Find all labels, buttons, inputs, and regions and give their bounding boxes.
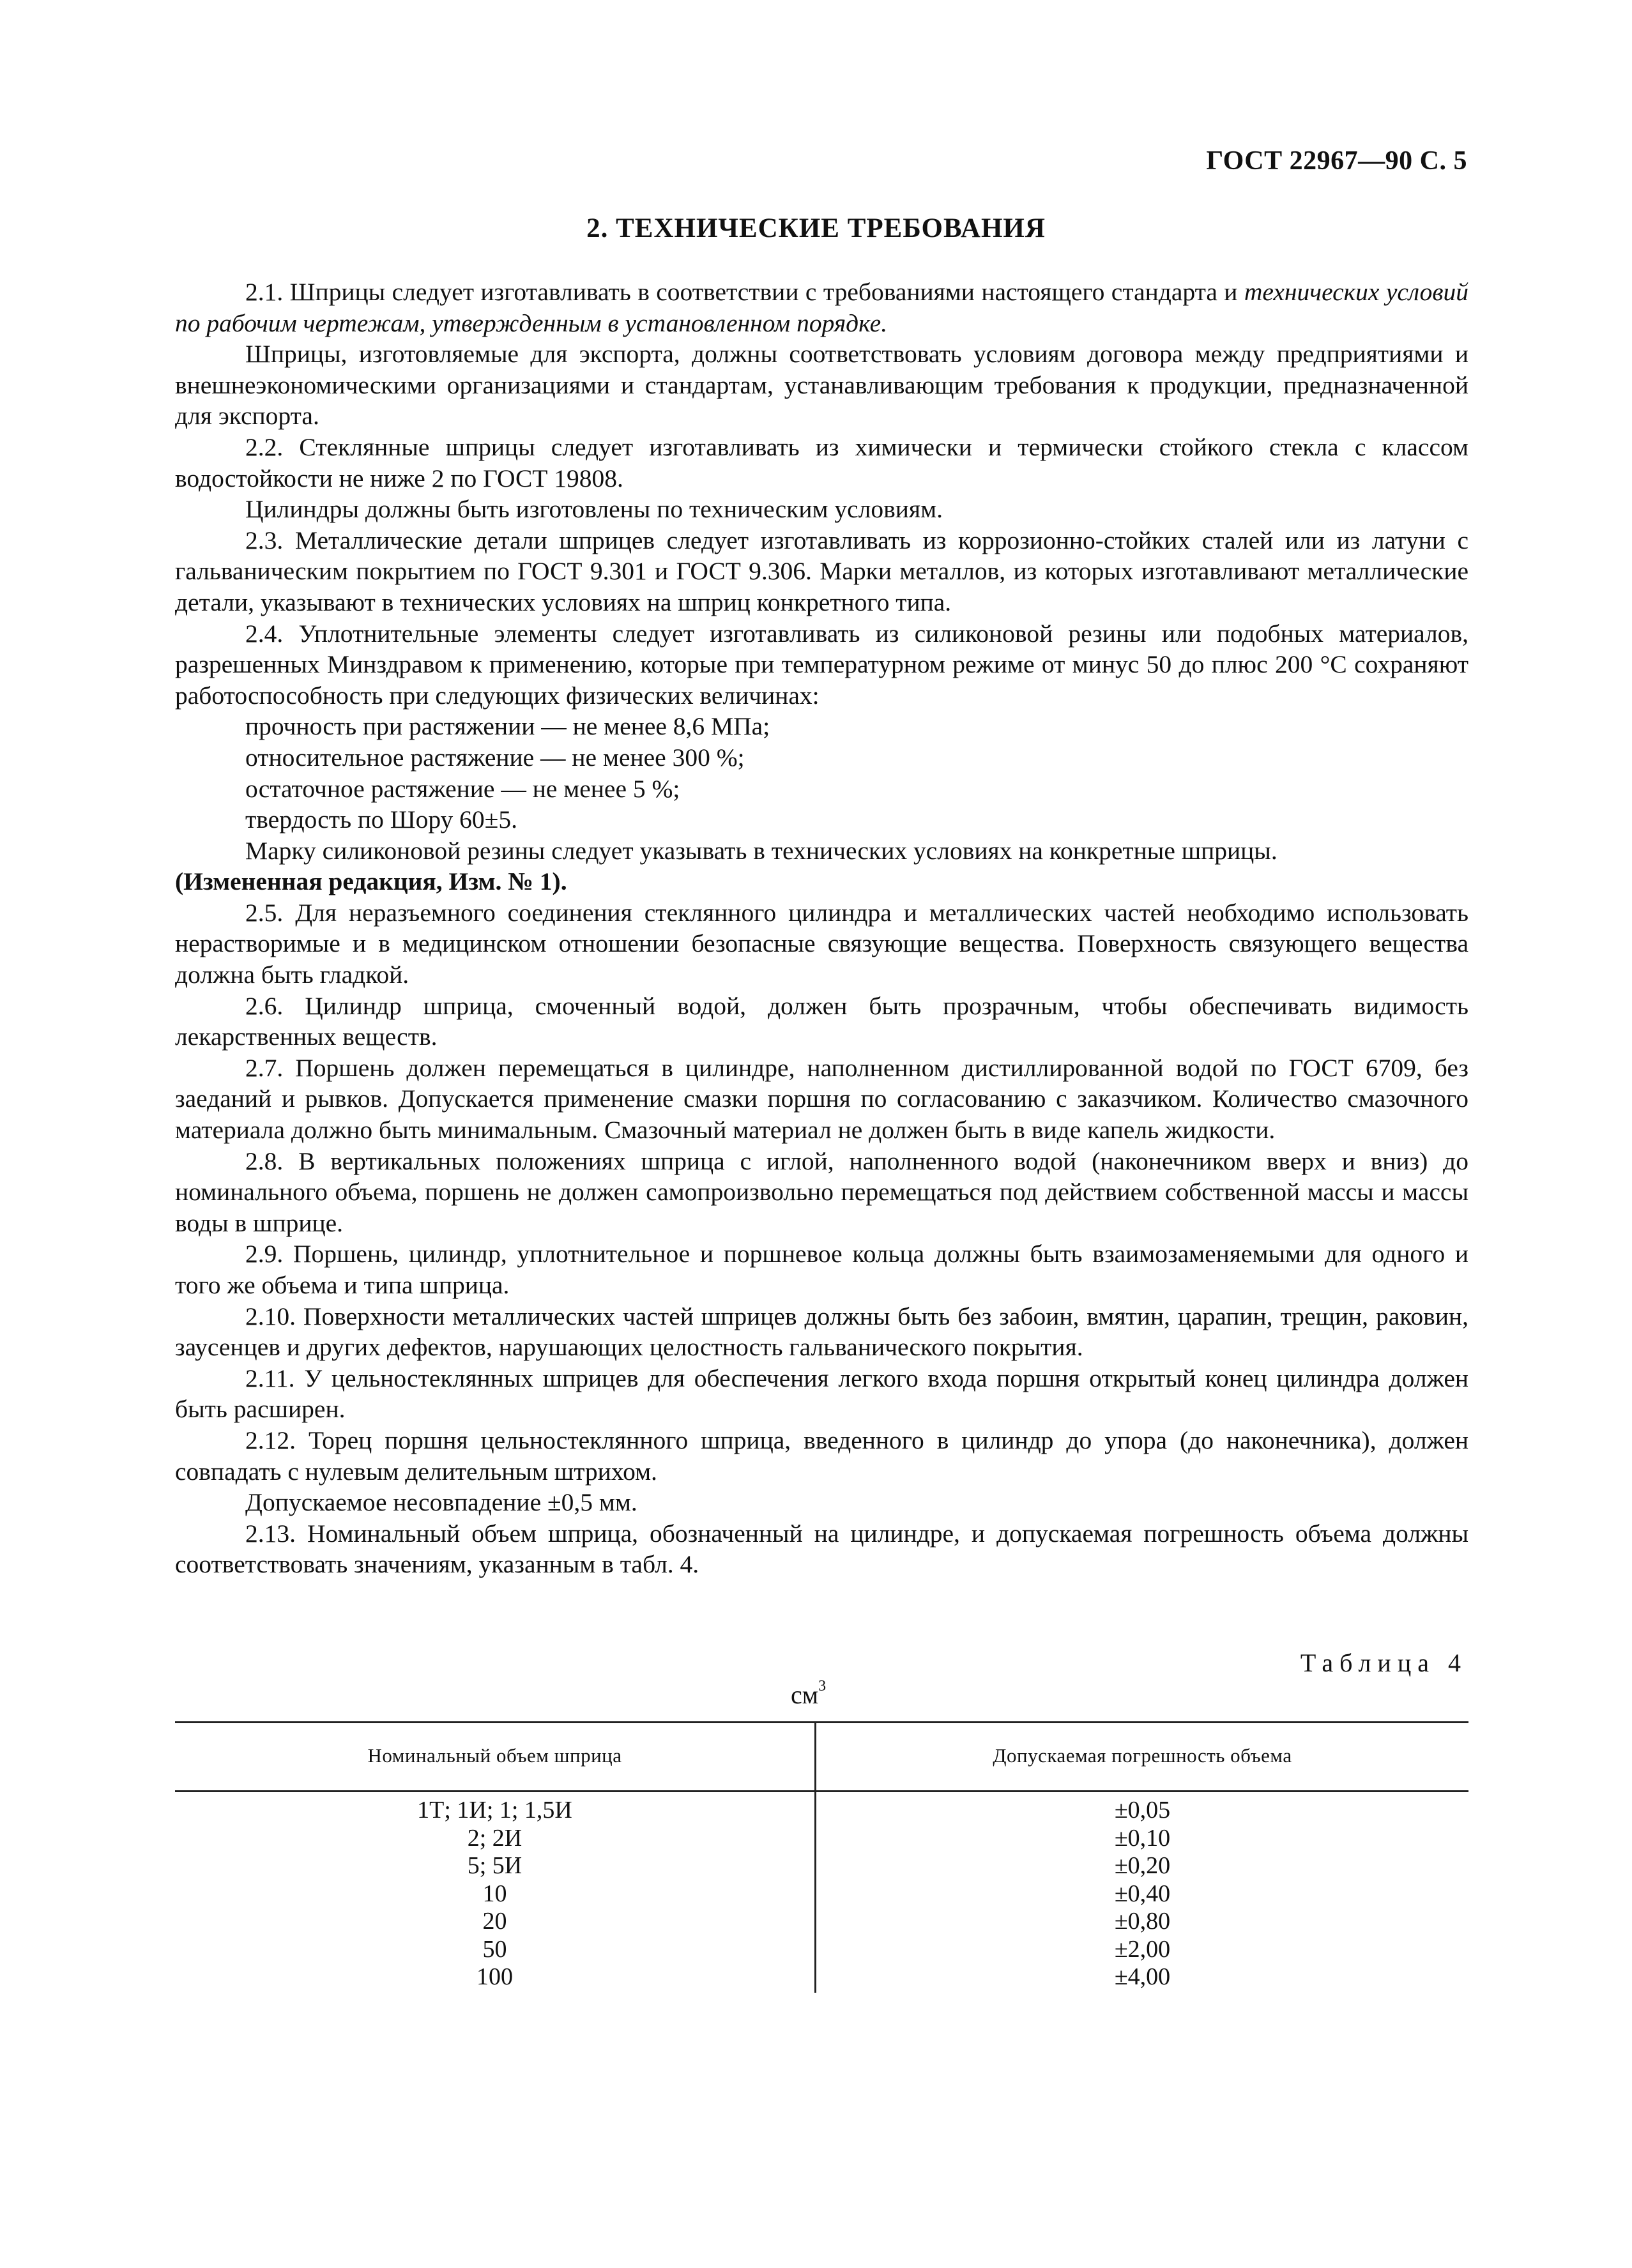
paragraph-2-10: 2.10. Поверхности металлических частей шприцев должны быть без забоин, вмятин, царапин, трещин, раковин, заусенцев и других дефектов, нарушающих целостность гальванического покрытия. [175, 1302, 1468, 1362]
paragraph-2-12: 2.12. Торец поршня цельностеклянного шприца, введенного в цилиндр до упора (до наконечника), должен совпадать с нулевым делительным штрихом. [175, 1426, 1468, 1486]
paragraph-2-4: 2.4. Уплотнительные элементы следует изготавливать из силиконовой резины или подобных материалов, разрешенных Минздравом к применению, которые при температурном режиме от минус 50 до плюс 200 °С сохраняют работоспособность при следующих физических величинах: [175, 619, 1468, 710]
table-header-rule [175, 1790, 1468, 1792]
paragraph-2-3: 2.3. Металлические детали шприцев следует изготавливать из коррозионно-стойких сталей или из латуни с гальваническим покрытием по ГОСТ 9.301 и ГОСТ 9.306. Марки металлов, из которых изготавливают металлические детали, указывают в технических условиях на шприц конкретного типа. [175, 526, 1468, 616]
list-item: относительное растяжение — не менее 300 %; [245, 743, 745, 772]
table-cell: 1Т; 1И; 1; 1,5И [417, 1797, 572, 1823]
table-cell: ±0,10 [1114, 1824, 1171, 1852]
paragraph-2-1: 2.1. Шприцы следует изготавливать в соответствии с требованиями настоящего стандарта и технических условий по рабочим чертежам, утвержденным в установленном порядке. [175, 278, 1468, 337]
paragraph-2-9: 2.9. Поршень, цилиндр, уплотнительное и поршневое кольца должны быть взаимозаменяемыми для одного и того же объема и типа шприца. [175, 1240, 1468, 1299]
paragraph: Марку силиконовой резины следует указывать в технических условиях на конкретные шприцы. [245, 836, 1277, 865]
paragraph-2-7: 2.7. Поршень должен перемещаться в цилиндре, наполненном дистиллированной водой по ГОСТ 6709, без заеданий и рывков. Допускается применение смазки поршня по согласованию с заказчиком. Количество смазочного материала должно быть минимальным. Смазочный материал не должен быть в виде капель жидкости. [175, 1053, 1468, 1145]
page-header: ГОСТ 22967—90 С. 5 [1206, 146, 1467, 176]
paragraph-2-5: 2.5. Для неразъемного соединения стеклянного цилиндра и металлических частей необходимо использовать нерастворимые и в медицинском отношении безопасные связующие вещества. Поверхность связующего вещества должна быть гладкой. [175, 898, 1468, 989]
paragraph: Шприцы, изготовляемые для экспорта, должны соответствовать условиям договора между предприятиями и внешнеэкономическими организациями и стандартам, устанавливающим требования к продукции, предназначенной для экспорта. [175, 340, 1468, 430]
table-cell: 2; 2И [467, 1824, 522, 1852]
table-cell: 5; 5И [467, 1852, 522, 1879]
table-cell: 100 [477, 1963, 513, 1990]
paragraph-2-2: 2.2. Стеклянные шприцы следует изготавливать из химически и термически стойкого стекла с классом водостойкости не ниже 2 по ГОСТ 19808. [175, 432, 1468, 492]
table-cell: ±0,40 [1114, 1880, 1171, 1907]
table-cell: ±0,20 [1114, 1852, 1171, 1879]
column-header-tolerance: Допускаемая погрешность объема [993, 1744, 1292, 1767]
table-cell: 50 [482, 1935, 507, 1963]
table-cell: ±0,05 [1114, 1797, 1171, 1823]
table-unit: $см^3$ [791, 1677, 827, 1709]
amendment-note: (Измененная редакция, Изм. № 1). [175, 867, 567, 896]
table-cell: ±0,80 [1114, 1908, 1171, 1935]
list-item: остаточное растяжение — не менее 5 %; [245, 774, 680, 803]
paragraph-2-11: 2.11. У цельностеклянных шприцев для обеспечения легкого входа поршня открытый конец цилиндра должен быть расширен. [175, 1364, 1468, 1424]
paragraph-2-8: 2.8. В вертикальных положениях шприца с иглой, наполненного водой (наконечником вверх и вниз) до номинального объема, поршень не должен самопроизвольно перемещаться под действием собственной массы и массы воды в шприце. [175, 1146, 1468, 1237]
paragraph: Допускаемое несовпадение ±0,5 мм. [245, 1488, 637, 1517]
table-cell: 10 [482, 1880, 507, 1907]
table-cell: ±4,00 [1114, 1963, 1171, 1990]
table-cell: ±2,00 [1114, 1935, 1171, 1963]
list-item: твердость по Шору 60±5. [245, 805, 517, 834]
body-text [175, 277, 1468, 1580]
tolerance-column [816, 1797, 1468, 1991]
volume-column [175, 1797, 814, 1991]
paragraph-2-13: 2.13. Номинальный объем шприца, обозначенный на цилиндре, и допускаемая погрешность объема должны соответствовать значениям, указанным в табл. 4. [175, 1519, 1468, 1579]
table-cell: 20 [482, 1908, 507, 1935]
paragraph: Цилиндры должны быть изготовлены по техническим условиям. [245, 495, 943, 524]
column-header-volume: Номинальный объем шприца [367, 1744, 622, 1767]
section-title: 2. ТЕХНИЧЕСКИЕ ТРЕБОВАНИЯ [586, 213, 1046, 243]
table-caption: Таблица 4 [1300, 1648, 1467, 1677]
list-item: прочность при растяжении — не менее 8,6 МПа; [245, 712, 770, 741]
tolerance-table [175, 1721, 1468, 1990]
paragraph-2-6: 2.6. Цилиндр шприца, смоченный водой, должен быть прозрачным, чтобы обеспечивать видимость лекарственных веществ. [175, 991, 1468, 1051]
